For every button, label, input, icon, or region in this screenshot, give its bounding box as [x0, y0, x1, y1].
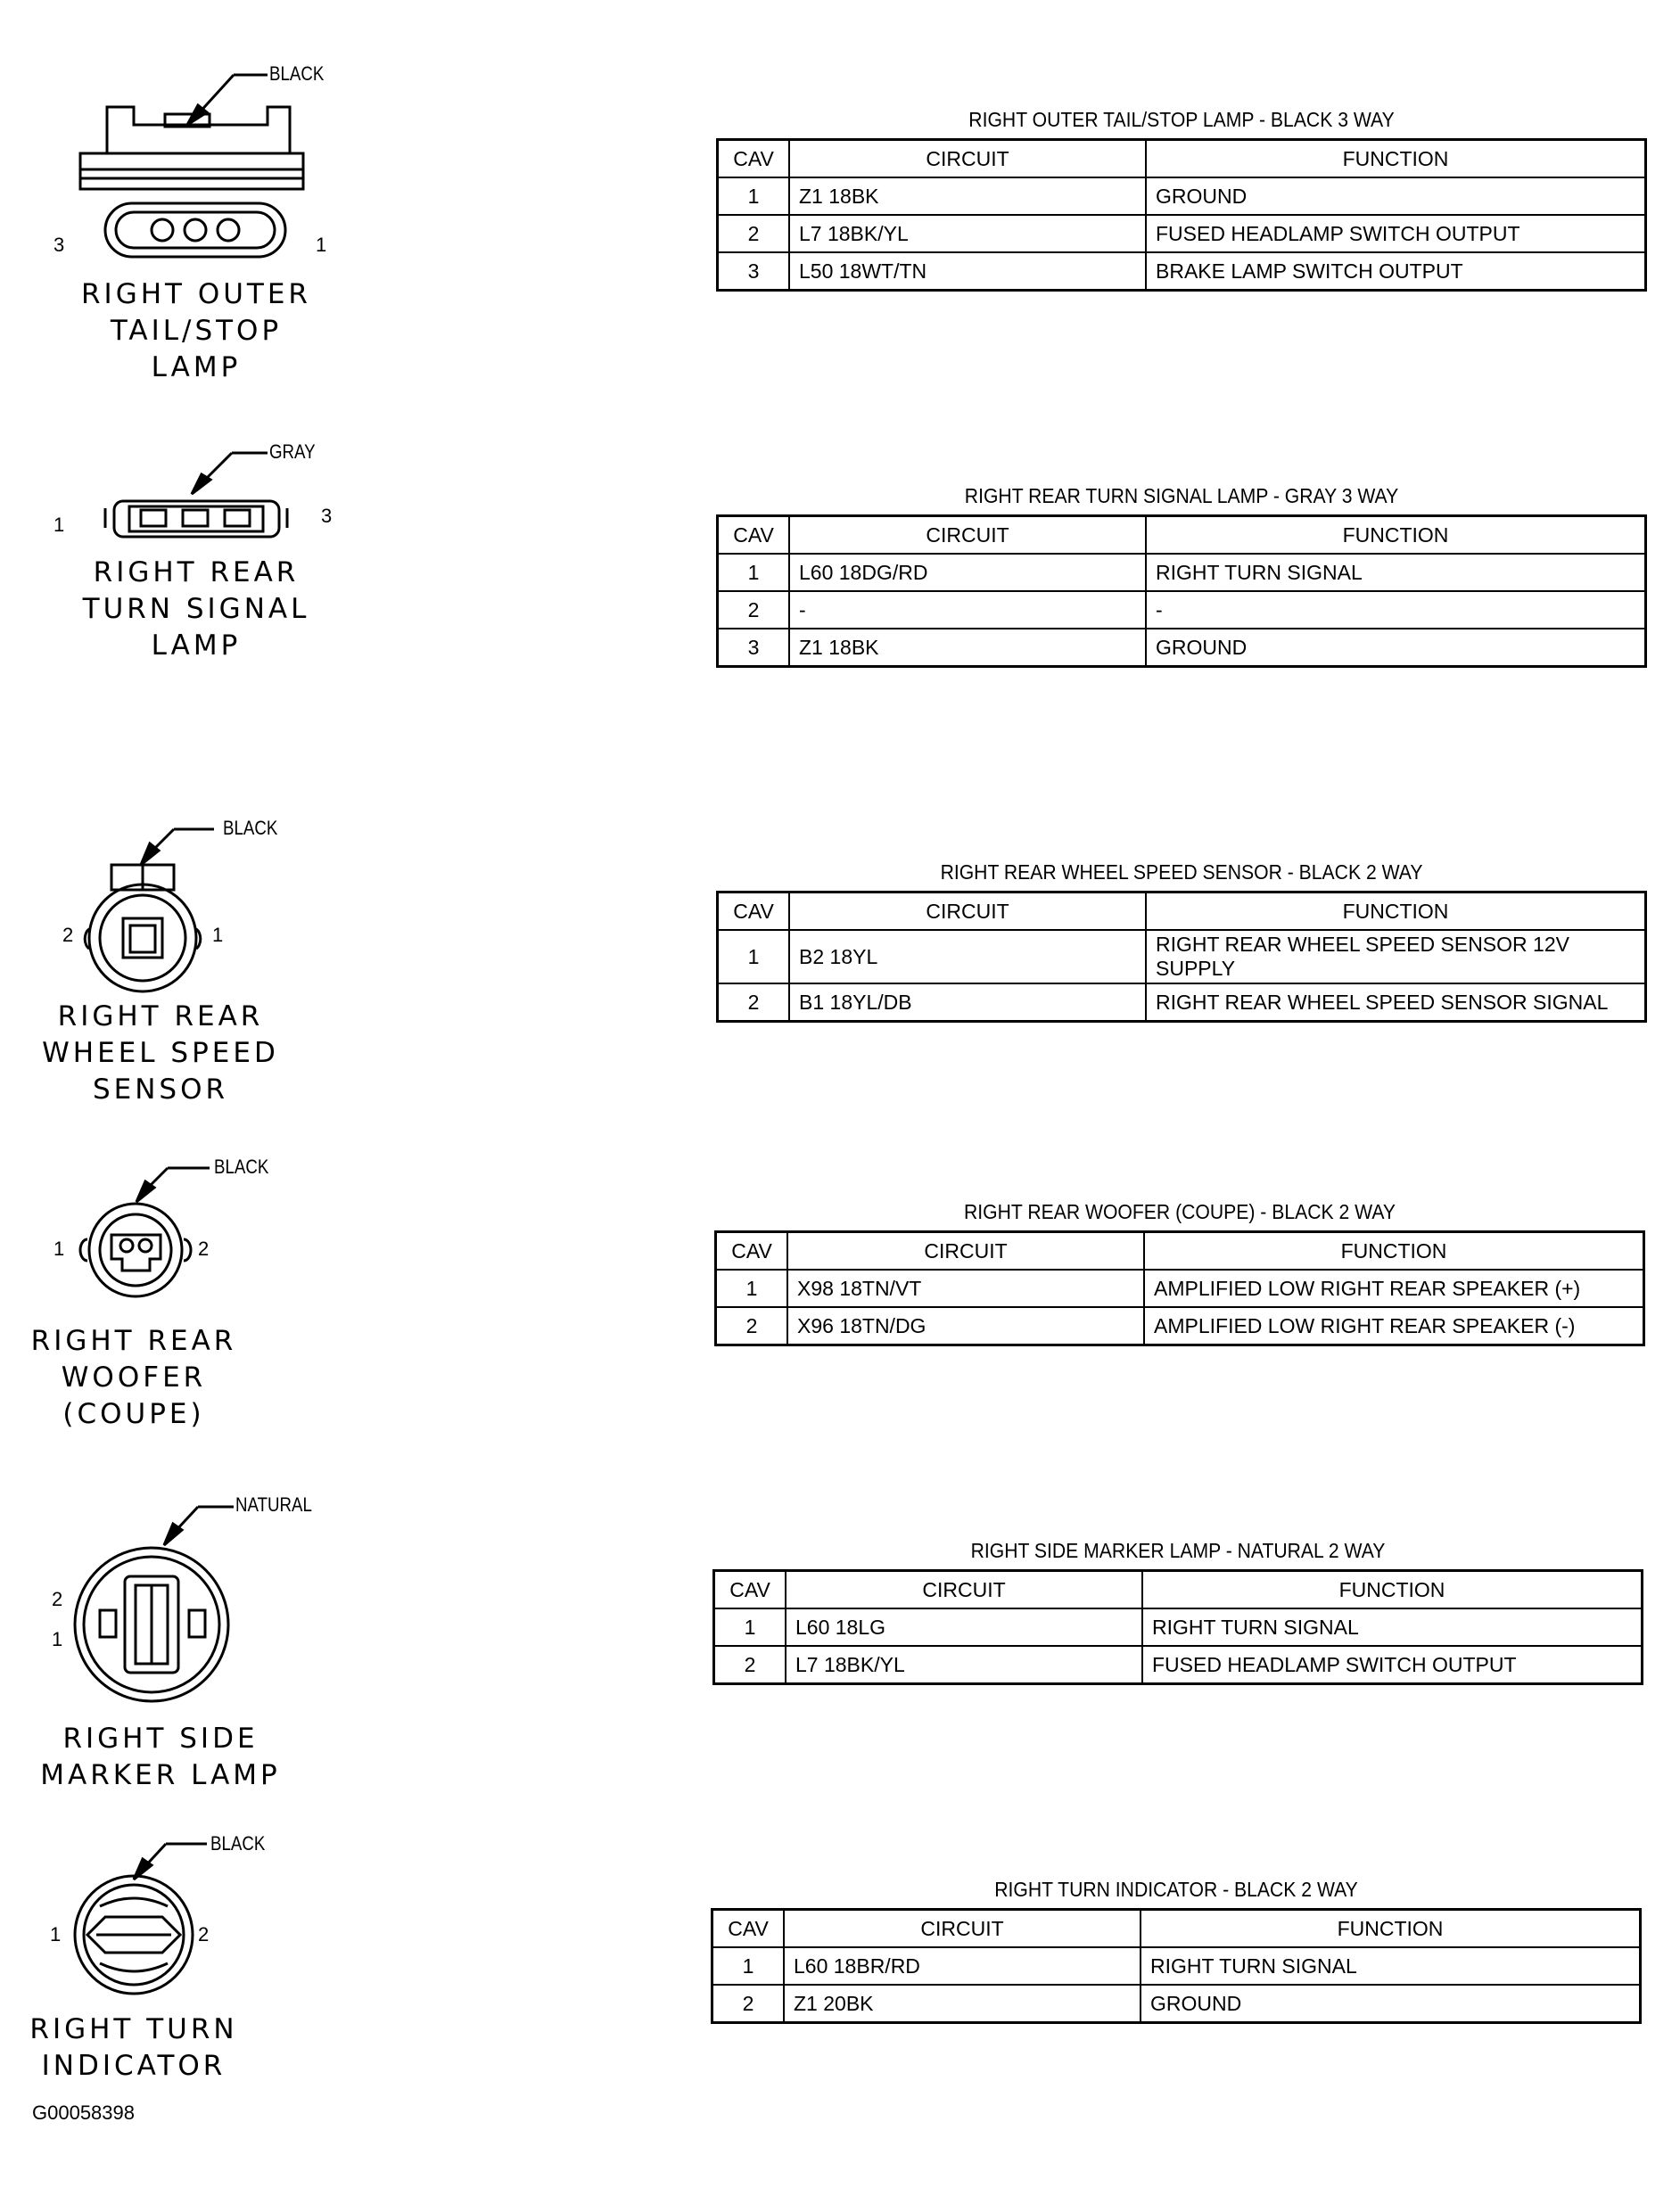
header-function: FUNCTION	[1141, 1910, 1641, 1948]
table-title: RIGHT TURN INDICATOR - BLACK 2 WAY	[994, 1878, 1358, 1901]
pinout-table	[712, 1569, 1643, 1685]
pinout-table	[716, 514, 1647, 668]
pin-label: 1	[212, 924, 224, 946]
table-header-row	[718, 516, 1646, 555]
cell-cav: 3	[718, 629, 790, 667]
pin-label: 1	[54, 1238, 65, 1260]
pin-label: 2	[198, 1923, 210, 1945]
cell-function: RIGHT TURN SIGNAL	[1142, 1608, 1643, 1646]
cell-circuit: L7 18BK/YL	[786, 1646, 1142, 1684]
cell-cav: 2	[718, 591, 790, 629]
cell-circuit: L60 18DG/RD	[789, 554, 1146, 591]
table-title: RIGHT OUTER TAIL/STOP LAMP - BLACK 3 WAY	[968, 108, 1395, 131]
cell-function: -	[1146, 591, 1646, 629]
wire-color-label: GRAY	[269, 440, 316, 463]
cell-circuit: L7 18BK/YL	[789, 215, 1146, 252]
header-cav: CAV	[718, 140, 790, 178]
connector-3-label: RIGHT REAR WHEEL SPEED SENSOR	[42, 1000, 279, 1106]
table-title: RIGHT REAR WHEEL SPEED SENSOR - BLACK 2 WAY	[940, 860, 1423, 884]
cell-cav: 1	[714, 1608, 786, 1646]
pinout-table	[711, 1908, 1642, 2024]
connector-2-drawing	[105, 453, 287, 537]
table-title: RIGHT REAR WOOFER (COUPE) - BLACK 2 WAY	[963, 1200, 1396, 1223]
wire-color-label: BLACK	[214, 1156, 269, 1178]
table-row	[718, 177, 1646, 215]
header-function: FUNCTION	[1146, 892, 1646, 931]
table-title: RIGHT REAR TURN SIGNAL LAMP - GRAY 3 WAY	[964, 484, 1399, 507]
wire-color-label: BLACK	[223, 817, 278, 839]
table-header-row	[716, 1232, 1644, 1271]
pin-label: 1	[316, 234, 327, 256]
connector-2-label: RIGHT REAR TURN SIGNAL LAMP	[82, 556, 310, 662]
cell-circuit: Z1 20BK	[784, 1985, 1141, 2023]
wire-color-label: BLACK	[269, 62, 325, 85]
table-title: RIGHT SIDE MARKER LAMP - NATURAL 2 WAY	[970, 1539, 1386, 1562]
cell-cav: 2	[716, 1307, 788, 1345]
cell-circuit: X96 18TN/DG	[787, 1307, 1144, 1345]
table-row	[716, 1270, 1644, 1307]
cell-cav: 2	[718, 983, 790, 1022]
connector-4-label: RIGHT REAR WOOFER (COUPE)	[30, 1325, 237, 1430]
cell-circuit: L50 18WT/TN	[789, 252, 1146, 291]
header-cav: CAV	[712, 1910, 785, 1948]
cell-cav: 2	[712, 1985, 785, 2023]
header-cav: CAV	[718, 516, 790, 555]
header-cav: CAV	[714, 1571, 786, 1609]
table-row	[718, 554, 1646, 591]
header-function: FUNCTION	[1142, 1571, 1643, 1609]
cell-function: BRAKE LAMP SWITCH OUTPUT	[1146, 252, 1646, 291]
cell-cav: 1	[718, 930, 790, 983]
table-row	[718, 930, 1646, 983]
header-circuit: CIRCUIT	[787, 1232, 1144, 1271]
connector-1-drawing	[80, 75, 303, 257]
cell-cav: 1	[718, 177, 790, 215]
pin-label: 1	[52, 1628, 63, 1650]
header-circuit: CIRCUIT	[789, 516, 1146, 555]
cell-cav: 1	[718, 554, 790, 591]
table-header-row	[718, 140, 1646, 178]
cell-circuit: B2 18YL	[789, 930, 1146, 983]
cell-cav: 2	[714, 1646, 786, 1684]
figure-id: G00058398	[32, 2102, 135, 2124]
header-circuit: CIRCUIT	[789, 140, 1146, 178]
connector-5-drawing	[75, 1507, 234, 1701]
table-row	[714, 1608, 1643, 1646]
header-cav: CAV	[716, 1232, 788, 1271]
cell-function: FUSED HEADLAMP SWITCH OUTPUT	[1146, 215, 1646, 252]
connector-3-drawing	[85, 829, 214, 991]
cell-function: AMPLIFIED LOW RIGHT REAR SPEAKER (-)	[1144, 1307, 1644, 1345]
connector-6-label: RIGHT TURN INDICATOR	[29, 2013, 238, 2082]
cell-function: RIGHT REAR WHEEL SPEED SENSOR 12V SUPPLY	[1146, 930, 1646, 983]
table-header-row	[712, 1910, 1641, 1948]
table-row	[712, 1947, 1641, 1985]
cell-function: GROUND	[1141, 1985, 1641, 2023]
cell-function: GROUND	[1146, 177, 1646, 215]
table-row	[716, 1307, 1644, 1345]
cell-function: RIGHT TURN SIGNAL	[1141, 1947, 1641, 1985]
header-function: FUNCTION	[1146, 516, 1646, 555]
cell-function: FUSED HEADLAMP SWITCH OUTPUT	[1142, 1646, 1643, 1684]
pin-label: 1	[50, 1923, 62, 1945]
pin-label: 2	[198, 1238, 210, 1260]
table-header-row	[718, 892, 1646, 931]
cell-circuit: X98 18TN/VT	[787, 1270, 1144, 1307]
cell-cav: 2	[718, 215, 790, 252]
pinout-table	[716, 891, 1647, 1023]
header-cav: CAV	[718, 892, 790, 931]
wire-color-label: NATURAL	[235, 1493, 312, 1516]
header-circuit: CIRCUIT	[784, 1910, 1141, 1948]
cell-function: AMPLIFIED LOW RIGHT REAR SPEAKER (+)	[1144, 1270, 1644, 1307]
cell-function: RIGHT TURN SIGNAL	[1146, 554, 1646, 591]
header-circuit: CIRCUIT	[786, 1571, 1142, 1609]
cell-function: RIGHT REAR WHEEL SPEED SENSOR SIGNAL	[1146, 983, 1646, 1022]
cell-circuit: -	[789, 591, 1146, 629]
table-row	[718, 629, 1646, 667]
cell-cav: 1	[716, 1270, 788, 1307]
cell-cav: 1	[712, 1947, 785, 1985]
pin-label: 3	[54, 234, 65, 256]
wire-color-label: BLACK	[210, 1832, 266, 1855]
header-function: FUNCTION	[1144, 1232, 1644, 1271]
table-row	[714, 1646, 1643, 1684]
connector-1-label: RIGHT OUTER TAIL/STOP LAMP	[81, 278, 311, 383]
cell-function: GROUND	[1146, 629, 1646, 667]
table-row	[718, 252, 1646, 291]
pin-label: 2	[62, 924, 74, 946]
table-row	[712, 1985, 1641, 2023]
table-header-row	[714, 1571, 1643, 1609]
header-circuit: CIRCUIT	[789, 892, 1146, 931]
cell-circuit: Z1 18BK	[789, 629, 1146, 667]
pin-label: 2	[52, 1588, 63, 1610]
cell-circuit: B1 18YL/DB	[789, 983, 1146, 1022]
cell-circuit: Z1 18BK	[789, 177, 1146, 215]
pinout-table	[716, 138, 1647, 292]
table-row	[718, 215, 1646, 252]
cell-circuit: L60 18BR/RD	[784, 1947, 1141, 1985]
pin-label: 1	[54, 514, 65, 536]
header-function: FUNCTION	[1146, 140, 1646, 178]
table-row	[718, 983, 1646, 1022]
pinout-table	[714, 1230, 1645, 1346]
connector-5-label: RIGHT SIDE MARKER LAMP	[40, 1723, 281, 1791]
table-row	[718, 591, 1646, 629]
connector-6-drawing	[75, 1844, 210, 1994]
cell-cav: 3	[718, 252, 790, 291]
cell-circuit: L60 18LG	[786, 1608, 1142, 1646]
pin-label: 3	[321, 505, 333, 527]
connector-4-drawing	[80, 1168, 210, 1296]
